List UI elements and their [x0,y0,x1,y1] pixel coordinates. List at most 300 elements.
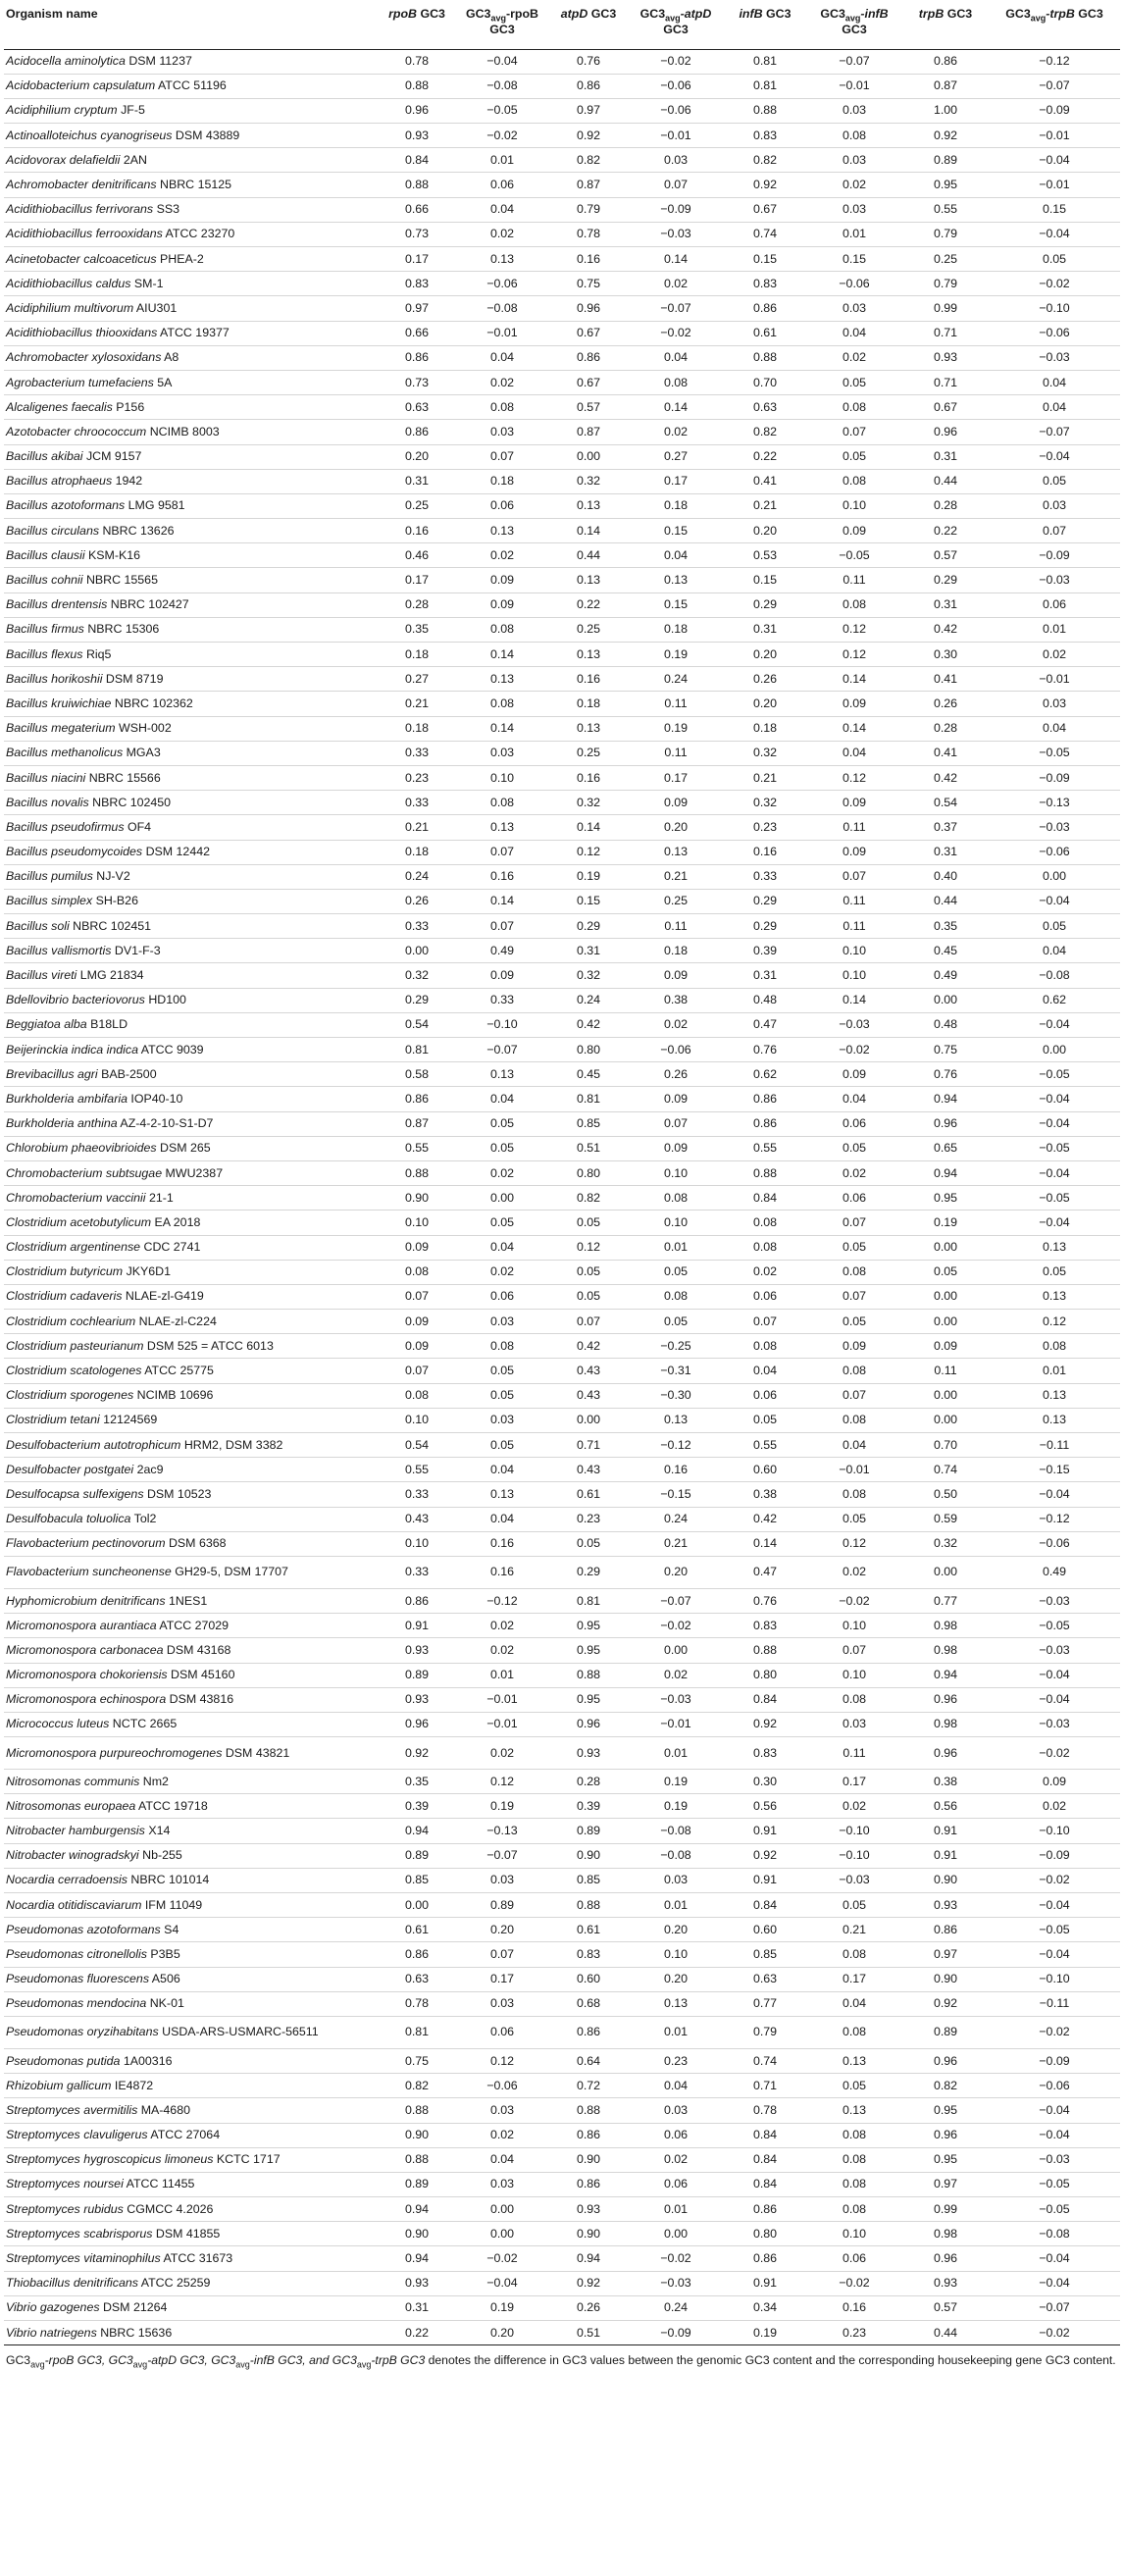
value-cell: 0.04 [806,1087,902,1111]
organism-cell [4,1111,379,1136]
value-cell: 0.42 [902,765,989,790]
value-cell: 0.28 [549,1770,628,1794]
value-cell: 0.05 [549,1284,628,1309]
value-cell: 0.22 [549,592,628,617]
value-cell: 0.14 [549,519,628,543]
value-cell: 0.03 [628,2098,724,2123]
value-cell: 0.84 [724,1186,806,1211]
value-cell: 0.88 [379,2147,455,2172]
value-cell: 1.00 [902,98,989,123]
header-atpd-gc3: atpD GC3 [549,0,628,49]
value-cell: 0.72 [549,2074,628,2098]
value-cell: 0.02 [455,543,549,568]
value-cell: 0.04 [628,345,724,370]
value-cell: −0.02 [806,2271,902,2295]
value-cell: 0.91 [902,1843,989,1868]
value-cell: −0.02 [806,1038,902,1062]
value-cell: 0.08 [806,1687,902,1712]
value-cell: 0.39 [724,939,806,963]
organism-cell [4,1235,379,1260]
value-cell: 0.03 [455,1868,549,1892]
value-cell: −0.03 [628,222,724,246]
value-cell: 0.81 [549,1087,628,1111]
value-cell: 0.23 [379,765,455,790]
organism-strain: IE4872 [111,2078,154,2092]
organism-genus-species: Bacillus methanolicus [6,746,124,760]
value-cell: 0.05 [455,1136,549,1160]
organism-genus-species: Acidiphilium multivorum [6,300,134,315]
value-cell: 0.03 [806,197,902,222]
table-row [4,395,1120,420]
organism-cell [4,963,379,988]
value-cell: 0.42 [902,617,989,642]
value-cell: −0.01 [628,124,724,148]
value-cell: 0.08 [628,1186,724,1211]
value-cell: 0.16 [379,519,455,543]
value-cell: 0.88 [379,2098,455,2123]
value-cell: 0.87 [379,1111,455,1136]
value-cell: 0.00 [902,1556,989,1588]
value-cell: 0.14 [724,1531,806,1556]
value-cell: 0.07 [379,1284,455,1309]
value-cell: 0.89 [549,1819,628,1843]
value-cell: −0.08 [989,963,1120,988]
organism-strain: DSM 43816 [166,1692,234,1707]
value-cell: 0.60 [724,1458,806,1482]
value-cell: 0.11 [628,914,724,939]
footnote-segment: -rpoB GC3, GC3 [44,2353,133,2368]
value-cell: 0.09 [806,1062,902,1087]
value-cell: 0.20 [628,1918,724,1942]
organism-cell [4,791,379,815]
table-row [4,1991,1120,2016]
value-cell: 0.49 [902,963,989,988]
organism-strain: P156 [112,399,145,414]
value-cell: 0.56 [902,1794,989,1819]
value-cell: 0.13 [549,643,628,667]
value-cell: 0.10 [379,1531,455,1556]
organism-genus-species: Streptomyces avermitilis [6,2102,138,2117]
value-cell: 0.70 [902,1433,989,1458]
value-cell: −0.30 [628,1383,724,1408]
value-cell: 0.11 [628,741,724,765]
value-cell: 0.12 [989,1310,1120,1334]
organism-strain: DSM 43168 [163,1642,231,1657]
organism-genus-species: Bacillus clausii [6,547,85,562]
value-cell: 0.88 [724,98,806,123]
value-cell: 0.91 [379,1614,455,1638]
value-cell: 0.33 [379,741,455,765]
organism-genus-species: Bacillus vireti [6,968,77,983]
value-cell: 0.09 [628,963,724,988]
value-cell: 0.65 [902,1136,989,1160]
value-cell: 0.40 [902,864,989,889]
table-row [4,1712,1120,1736]
table-row [4,815,1120,840]
value-cell: 0.37 [902,815,989,840]
table-row [4,667,1120,692]
value-cell: −0.03 [989,345,1120,370]
table-row [4,469,1120,493]
organism-strain: Tol2 [130,1512,157,1526]
organism-cell [4,2295,379,2320]
value-cell: 0.20 [724,692,806,716]
value-cell: 0.19 [455,2295,549,2320]
organism-genus-species: Clostridium cochlearium [6,1314,136,1328]
value-cell: −0.01 [989,173,1120,197]
organism-genus-species: Bacillus pseudofirmus [6,819,125,834]
value-cell: 0.04 [455,1458,549,1482]
value-cell: 0.18 [628,617,724,642]
value-cell: 0.64 [549,2048,628,2073]
organism-cell [4,2048,379,2073]
value-cell: 0.99 [902,296,989,321]
value-cell: 0.02 [806,1794,902,1819]
value-cell: 0.00 [989,864,1120,889]
organism-genus-species: Bacillus atrophaeus [6,474,113,489]
value-cell: 0.08 [455,791,549,815]
value-cell: 0.31 [724,963,806,988]
value-cell: 0.82 [724,420,806,444]
organism-cell [4,617,379,642]
value-cell: 0.04 [455,2147,549,2172]
organism-cell [4,2147,379,2172]
organism-strain: ATCC 27029 [156,1618,230,1632]
table-row [4,2197,1120,2222]
value-cell: 0.17 [379,247,455,272]
value-cell: 0.04 [989,939,1120,963]
table-row [4,617,1120,642]
organism-strain: NBRC 102450 [88,795,172,809]
value-cell: 0.19 [455,1794,549,1819]
value-cell: 0.94 [379,2246,455,2271]
organism-strain: 1942 [112,474,143,489]
value-cell: 0.03 [989,493,1120,518]
value-cell: −0.04 [989,444,1120,469]
organism-strain: A8 [161,350,179,365]
value-cell: 0.01 [628,1737,724,1770]
value-cell: 0.08 [806,469,902,493]
organism-genus-species: Achromobacter xylosoxidans [6,350,162,365]
organism-cell [4,49,379,74]
organism-genus-species: Alcaligenes faecalis [6,399,113,414]
value-cell: −0.02 [628,2246,724,2271]
value-cell: 0.08 [806,1359,902,1383]
table-footnote [4,2345,1120,2368]
value-cell: 0.33 [724,864,806,889]
value-cell: 0.00 [549,1408,628,1432]
table-row [4,222,1120,246]
table-row [4,889,1120,913]
organism-cell [4,1038,379,1062]
value-cell: 0.13 [989,1235,1120,1260]
value-cell: 0.29 [724,914,806,939]
value-cell: 0.45 [902,939,989,963]
table-row [4,1942,1120,1967]
value-cell: 0.04 [806,1991,902,2016]
value-cell: 0.32 [549,469,628,493]
value-cell: 0.75 [379,2048,455,2073]
value-cell: −0.03 [989,815,1120,840]
value-cell: 0.93 [902,2271,989,2295]
organism-strain: LMG 9581 [125,498,185,513]
organism-cell [4,1211,379,1235]
value-cell: 0.86 [549,74,628,98]
value-cell: −0.04 [989,1111,1120,1136]
value-cell: 0.09 [806,1334,902,1359]
value-cell: 0.03 [806,98,902,123]
table-row [4,2295,1120,2320]
value-cell: 0.44 [902,469,989,493]
value-cell: −0.12 [628,1433,724,1458]
organism-genus-species: Bacillus vallismortis [6,943,112,957]
value-cell: −0.10 [806,1843,902,1868]
organism-strain: NBRC 15125 [156,178,232,192]
value-cell: 0.34 [724,2295,806,2320]
table-row [4,543,1120,568]
organism-strain: Riq5 [82,646,112,661]
value-cell: 0.78 [724,2098,806,2123]
value-cell: 0.05 [989,1260,1120,1284]
organism-strain: MGA3 [123,746,161,760]
organism-strain: NBRC 102362 [111,696,193,710]
value-cell: 0.11 [806,568,902,592]
value-cell: 0.62 [989,988,1120,1012]
value-cell: 0.25 [902,247,989,272]
organism-cell [4,1819,379,1843]
value-cell: −0.08 [628,1843,724,1868]
value-cell: 0.94 [902,1663,989,1687]
value-cell: 0.80 [549,1038,628,1062]
value-cell: 0.15 [628,519,724,543]
value-cell: −0.12 [455,1588,549,1613]
table-row [4,493,1120,518]
table-row [4,864,1120,889]
value-cell: −0.01 [989,667,1120,692]
value-cell: 0.90 [379,1186,455,1211]
organism-strain: DSM 8719 [102,671,164,686]
table-row [4,2222,1120,2246]
value-cell: 0.63 [724,395,806,420]
organism-cell [4,519,379,543]
value-cell: 0.91 [724,1819,806,1843]
value-cell: 0.49 [989,1556,1120,1588]
value-cell: 0.47 [724,1012,806,1037]
value-cell: 0.92 [379,1737,455,1770]
table-row [4,1918,1120,1942]
value-cell: 0.50 [902,1482,989,1507]
organism-cell [4,2098,379,2123]
value-cell: −0.12 [989,49,1120,74]
value-cell: 0.02 [628,2147,724,2172]
value-cell: 0.80 [724,1663,806,1687]
organism-genus-species: Acidocella aminolytica [6,54,126,69]
value-cell: 0.05 [902,1260,989,1284]
value-cell: −0.02 [989,2016,1120,2048]
value-cell: 0.86 [549,345,628,370]
value-cell: −0.05 [989,741,1120,765]
organism-strain: SS3 [153,202,180,217]
organism-genus-species: Bacillus flexus [6,646,83,661]
organism-strain: ATCC 31673 [160,2251,233,2266]
value-cell: 0.32 [724,791,806,815]
value-cell: 0.31 [379,2295,455,2320]
value-cell: 0.02 [628,272,724,296]
value-cell: 0.41 [902,741,989,765]
value-cell: −0.04 [989,1012,1120,1037]
value-cell: 0.83 [724,1614,806,1638]
value-cell: −0.06 [628,98,724,123]
header-gc3avg-rpob: $GC3_{avg}$-rpoB GC3 [455,0,549,49]
value-cell: 0.96 [902,1737,989,1770]
value-cell: 0.01 [628,2016,724,2048]
value-cell: 0.33 [455,988,549,1012]
value-cell: 0.26 [628,1062,724,1087]
value-cell: 0.20 [724,519,806,543]
organism-genus-species: Agrobacterium tumefaciens [6,375,154,389]
table-row [4,1235,1120,1260]
organism-genus-species: Micromonospora aurantiaca [6,1618,157,1632]
value-cell: 0.46 [379,543,455,568]
table-row [4,272,1120,296]
organism-cell [4,1770,379,1794]
value-cell: 0.18 [379,840,455,864]
organism-strain: AIU301 [133,300,178,315]
value-cell: 0.08 [724,1334,806,1359]
value-cell: 0.93 [379,1638,455,1663]
value-cell: 0.95 [549,1687,628,1712]
value-cell: 0.08 [628,1284,724,1309]
value-cell: 0.04 [989,395,1120,420]
organism-genus-species: Clostridium tetani [6,1413,100,1427]
value-cell: −0.04 [989,1942,1120,1967]
value-cell: 0.90 [379,2222,455,2246]
organism-cell [4,1334,379,1359]
value-cell: 0.90 [549,1843,628,1868]
value-cell: 0.42 [549,1012,628,1037]
value-cell: −0.15 [989,1458,1120,1482]
value-cell: 0.55 [724,1433,806,1458]
organism-genus-species: Bacillus firmus [6,622,84,637]
value-cell: 0.08 [806,395,902,420]
organism-genus-species: Thiobacillus denitrificans [6,2276,138,2291]
table-row [4,1588,1120,1613]
value-cell: 0.02 [806,1556,902,1588]
value-cell: 0.41 [724,469,806,493]
organism-cell [4,889,379,913]
organism-genus-species: Flavobacterium suncheonense [6,1565,172,1579]
value-cell: 0.20 [724,643,806,667]
organism-strain: DSM 10523 [143,1486,212,1501]
value-cell: 0.14 [806,988,902,1012]
organism-genus-species: Nitrobacter hamburgensis [6,1824,145,1838]
value-cell: 0.88 [724,1160,806,1185]
value-cell: −0.07 [455,1843,549,1868]
organism-cell [4,592,379,617]
value-cell: 0.09 [379,1235,455,1260]
value-cell: 0.16 [724,840,806,864]
organism-genus-species: Burkholderia ambifaria [6,1091,128,1106]
organism-cell [4,1482,379,1507]
value-cell: 0.24 [379,864,455,889]
value-cell: 0.08 [724,1235,806,1260]
value-cell: 0.08 [806,2197,902,2222]
value-cell: 0.13 [806,2048,902,2073]
value-cell: 0.76 [724,1588,806,1613]
value-cell: 0.31 [379,469,455,493]
value-cell: 0.93 [379,124,455,148]
value-cell: 0.07 [806,864,902,889]
value-cell: −0.04 [989,889,1120,913]
gc3-table [4,0,1120,2345]
value-cell: 0.02 [806,1160,902,1185]
value-cell: 0.78 [379,1991,455,2016]
value-cell: 0.03 [806,296,902,321]
footnote-segment: -atpD GC3, GC3 [147,2353,236,2368]
value-cell: 0.13 [549,493,628,518]
table-row [4,197,1120,222]
value-cell: 0.18 [724,716,806,741]
value-cell: 0.04 [628,543,724,568]
organism-cell [4,1359,379,1383]
value-cell: 0.05 [549,1260,628,1284]
organism-genus-species: Flavobacterium pectinovorum [6,1536,166,1551]
value-cell: 0.08 [806,2123,902,2147]
table-row [4,1160,1120,1185]
organism-genus-species: Clostridium butyricum [6,1264,124,1279]
value-cell: 0.04 [989,716,1120,741]
organism-strain: ATCC 27064 [147,2128,221,2142]
value-cell: 0.05 [806,1235,902,1260]
value-cell: −0.07 [455,1038,549,1062]
organism-strain: ATCC 25775 [141,1364,214,1378]
organism-genus-species: Bacillus soli [6,918,70,933]
organism-genus-species: Clostridium scatologenes [6,1364,142,1378]
organism-cell [4,469,379,493]
value-cell: 0.02 [628,420,724,444]
value-cell: 0.20 [628,1556,724,1588]
value-cell: 0.05 [989,914,1120,939]
value-cell: 0.67 [549,321,628,345]
value-cell: 0.14 [806,716,902,741]
value-cell: 0.61 [724,321,806,345]
value-cell: 0.44 [902,2321,989,2345]
value-cell: 0.05 [549,1211,628,1235]
value-cell: −0.06 [989,321,1120,345]
value-cell: −0.01 [806,74,902,98]
value-cell: 0.83 [724,1737,806,1770]
organism-strain: NJ-V2 [92,869,130,884]
organism-cell [4,1531,379,1556]
organism-cell [4,1712,379,1736]
value-cell: 0.03 [455,2172,549,2196]
value-cell: −0.06 [989,1531,1120,1556]
value-cell: 0.29 [379,988,455,1012]
value-cell: 0.07 [628,1111,724,1136]
value-cell: −0.03 [989,568,1120,592]
value-cell: 0.09 [455,568,549,592]
organism-cell [4,98,379,123]
value-cell: −0.03 [989,1588,1120,1613]
value-cell: 0.03 [628,148,724,173]
table-row [4,1284,1120,1309]
value-cell: 0.05 [806,1310,902,1334]
value-cell: 0.86 [724,296,806,321]
organism-cell [4,395,379,420]
table-body [4,49,1120,2345]
organism-cell [4,864,379,889]
value-cell: −0.04 [989,2271,1120,2295]
